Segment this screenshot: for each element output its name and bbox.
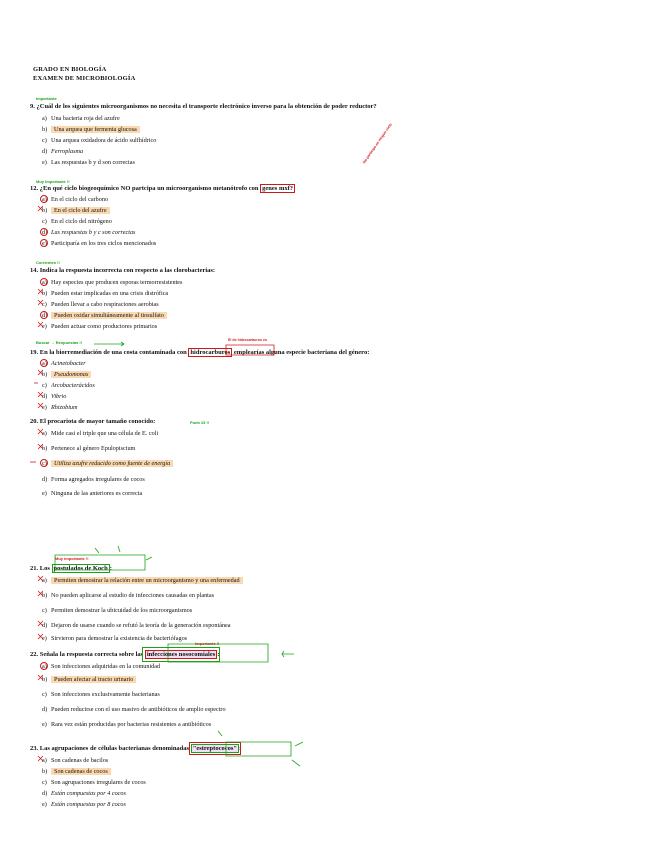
- option-letter: a): [42, 663, 47, 670]
- option-text: Acinetobacter: [51, 360, 86, 367]
- option-letter: c): [42, 218, 47, 225]
- option-text: Vibrio: [51, 393, 67, 400]
- option-text: Dejaron de usarse cuando se refutó la teoría de la generación espontánea: [51, 622, 231, 629]
- question-text: Indica la respuesta incorrecta con respecto a las clorobacterias:: [39, 267, 216, 274]
- option-letter: d): [42, 312, 48, 319]
- side-annotation: No participa en ningún ciclo: [362, 122, 393, 165]
- option-letter: b): [42, 768, 48, 775]
- option-text: Pueden actuar como productores primarios: [51, 323, 158, 330]
- option-text: Sirvieron para demostrar la existencia de bacteriófagos: [51, 635, 188, 642]
- question-number: 19.: [30, 349, 39, 356]
- option-letter: d): [42, 790, 48, 797]
- option-letter: d): [42, 476, 48, 483]
- option-letter: a): [42, 430, 47, 437]
- option-letter: c): [42, 691, 47, 698]
- question-text: El procariota de mayor tamaño conocido:: [39, 418, 156, 425]
- option-text: Son infecciones exclusivamente bacterianas: [51, 691, 160, 698]
- option-text: Son infecciones adquiridas en la comunidad: [51, 663, 161, 670]
- note-q9: Importante: [36, 96, 57, 101]
- option-text: No pueden aplicarse al estudio de infecciones causadas en plantas: [51, 592, 215, 599]
- option-letter: a): [42, 757, 47, 764]
- option-text-highlighted: Pseudomonas: [51, 371, 91, 378]
- question-number: 9.: [30, 103, 35, 110]
- option-letter: e): [42, 404, 47, 411]
- note-q21: Muy importante !!: [55, 556, 89, 561]
- option-text: Rhizobium: [51, 404, 78, 411]
- option-text: Pertenece al género Epulopiscium: [51, 445, 136, 452]
- option-letter: d): [42, 229, 48, 236]
- option-text: Permiten demostrar la ubicuidad de los microorganismos: [51, 607, 193, 614]
- option-letter: a): [42, 360, 47, 367]
- question-text: Los: [39, 565, 52, 572]
- option-text: Están compuestas por 8 cocos: [51, 801, 126, 808]
- option-letter: c): [42, 460, 47, 467]
- option-text: Pueden llevar a cabo respiraciones aerobias: [51, 301, 159, 308]
- note-q14: Corrientes !!: [36, 260, 60, 265]
- boxed-term: postulados de Koch: [53, 565, 108, 572]
- option-text-highlighted: Pueden afectar al tracto urinario: [51, 676, 136, 683]
- option-text: Ninguna de las anteriores es correcta: [51, 490, 143, 497]
- option-text: Están compuestas por 4 cocos: [51, 790, 126, 797]
- question-text: ¿Cuál de los siguientes microorganismos no necesita el transporte electrónico inverso para la obtención de poder reductor?: [36, 103, 377, 110]
- box-annotation: El de hidrocarburos es: [228, 338, 267, 342]
- option-letter: a): [42, 279, 47, 286]
- note-q12: Muy importante !!: [36, 179, 70, 184]
- question-text-end: :: [239, 745, 242, 752]
- option-letter: b): [42, 445, 48, 452]
- header-exam-title: EXAMEN DE MICROBIOLOGÍA: [33, 75, 136, 82]
- option-letter: b): [42, 676, 48, 683]
- option-text: Pueden estar implicadas en una crisis distrófica: [51, 290, 169, 297]
- option-letter: d): [42, 622, 48, 629]
- option-letter: a): [42, 196, 47, 203]
- option-letter: c): [42, 137, 47, 144]
- option-text-highlighted: En el ciclo del azufre: [51, 207, 110, 214]
- question-text-end: :: [217, 651, 220, 658]
- header-degree: GRADO EN BIOLOGÍA: [33, 66, 107, 73]
- option-text: En el ciclo del nitrógeno: [51, 218, 112, 225]
- question-text: Las agrupaciones de células bacterianas denominadas: [39, 745, 191, 752]
- option-text-highlighted: Permiten demostrar la relación entre un microorganismo y una enfermedad: [51, 577, 243, 584]
- option-letter: e): [42, 721, 47, 728]
- option-text: Rara vez están producidas por bacterias resistentes a antibióticos: [51, 721, 212, 728]
- question-text: Señala la respuesta correcta sobre las: [39, 651, 145, 658]
- question-number: 12.: [30, 185, 39, 192]
- note-q20: Pueb 15 !!: [190, 420, 210, 425]
- question-text: En la biorremediación de una costa contaminada con: [39, 349, 189, 356]
- question-number: 20.: [30, 418, 39, 425]
- boxed-term: infecciones nosocomiales: [146, 651, 216, 658]
- option-text: Hay especies que producen esporas termorresistentes: [51, 279, 183, 286]
- option-letter: d): [42, 393, 48, 400]
- option-letter: b): [42, 592, 48, 599]
- option-letter: d): [42, 706, 48, 713]
- boxed-term: "estreptococos": [192, 745, 237, 752]
- option-text-highlighted: Pueden oxidar simultáneamente al tiosulfato: [51, 312, 167, 319]
- question-text: ¿En qué ciclo biogeoquímico NO partcipa un microorganismo metanótrofo con: [39, 185, 261, 192]
- question-text-end: :: [109, 565, 112, 572]
- option-text: Las respuestas b y d son correctas: [51, 159, 135, 166]
- note-q22: Importante !!: [195, 641, 220, 646]
- option-text: Participaría en los tres ciclos mencionados: [51, 240, 157, 247]
- option-letter: c): [42, 382, 47, 389]
- option-text: Forma agregados irregulares de cocos: [51, 476, 145, 483]
- option-letter: e): [42, 801, 47, 808]
- option-letter: e): [42, 159, 47, 166]
- option-text: Son cadenas de bacilos: [51, 757, 109, 764]
- option-text-highlighted: Una arquea que fermenta glucosa: [51, 126, 140, 133]
- question-text-end: emplearías alguna especie bacteriana del género:: [232, 349, 370, 356]
- option-letter: c): [42, 779, 47, 786]
- option-letter: c): [42, 301, 47, 308]
- option-letter: b): [42, 126, 48, 133]
- note-q19: Buscar → Respuestas !!: [36, 340, 83, 345]
- option-letter: e): [42, 240, 47, 247]
- question-number: 23.: [30, 745, 39, 752]
- option-letter: d): [42, 148, 48, 155]
- option-text: Son agrupaciones irregulares de cocos: [51, 779, 146, 786]
- option-text: Arcobacterácidos: [51, 382, 95, 389]
- boxed-term: hidrocarburos: [190, 349, 231, 356]
- question-number: 21.: [30, 565, 39, 572]
- option-letter: e): [42, 635, 47, 642]
- option-letter: a): [42, 577, 47, 584]
- option-letter: c): [42, 607, 47, 614]
- option-letter: b): [42, 290, 48, 297]
- option-text: En el ciclo del carbono: [51, 196, 109, 203]
- option-text-highlighted: Utiliza azufre reducido como fuente de energía: [51, 460, 173, 467]
- option-letter: b): [42, 207, 48, 214]
- question-number: 22.: [30, 651, 39, 658]
- option-text: Las respuestas b y c son correctas: [51, 229, 136, 236]
- option-text: Una bacteria roja del azufre: [51, 115, 120, 122]
- question-number: 14.: [30, 267, 39, 274]
- option-letter: e): [42, 490, 47, 497]
- option-text: Mide casi el triple que una célula de E. coli: [51, 430, 159, 437]
- option-letter: b): [42, 371, 48, 378]
- option-letter: a): [42, 115, 47, 122]
- option-text-highlighted: Son cadenas de cocos: [51, 768, 111, 775]
- option-text: Ferroplasma: [51, 148, 84, 155]
- option-text: Pueden reducirse con el uso masivo de antibióticos de amplio espectro: [51, 706, 226, 713]
- option-text: Una arquea oxidadora de ácido sulfhídrico: [51, 137, 157, 144]
- option-letter: e): [42, 323, 47, 330]
- boxed-term: genes mxf?: [262, 185, 294, 192]
